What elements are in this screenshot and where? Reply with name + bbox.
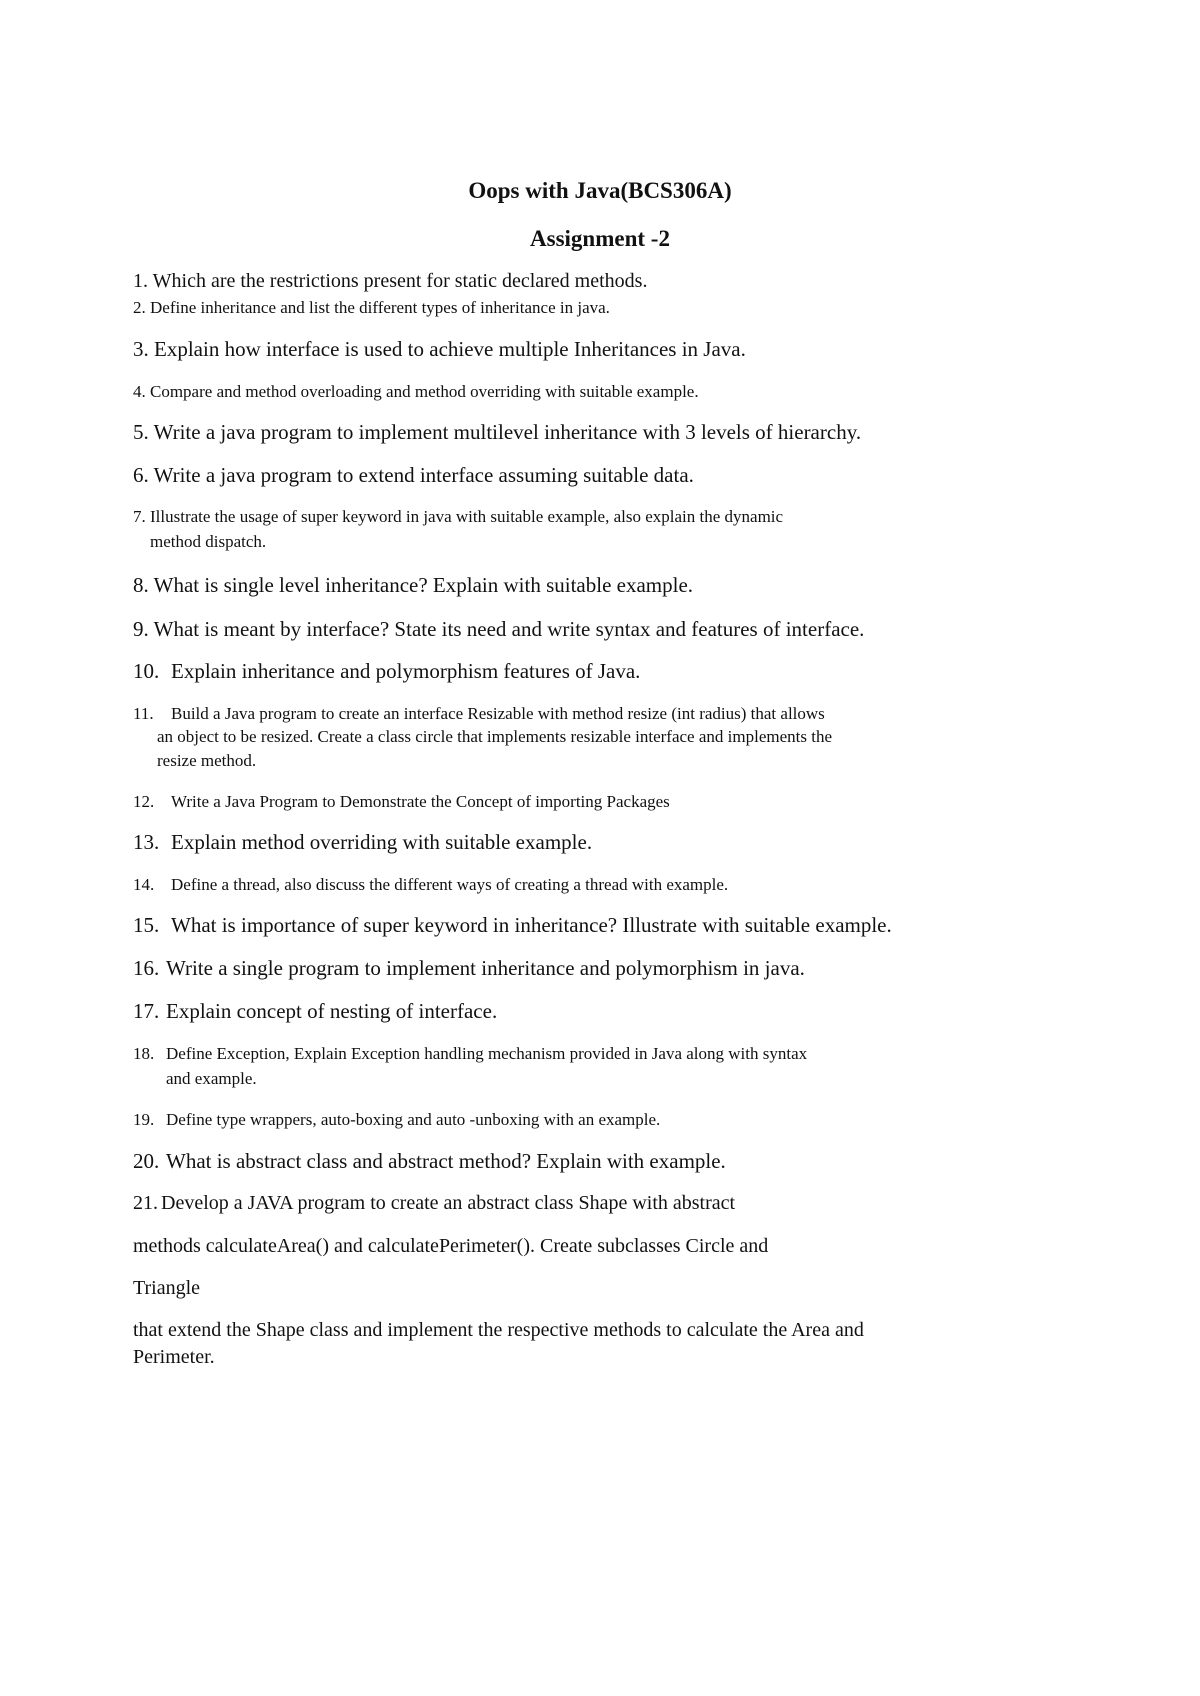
question-item — [133, 997, 497, 1025]
question-item — [133, 268, 647, 295]
question-number: 13. — [133, 830, 160, 854]
question-item — [133, 418, 861, 446]
question-item — [133, 872, 728, 898]
question-number: 4. — [133, 382, 146, 401]
question-number: 16. — [133, 956, 160, 980]
question-text-continuation: an object to be resized. Create a class circle that implements resizable interface and implements the — [157, 727, 832, 746]
question-text: Define inheritance and list the different types of inheritance in java. — [150, 298, 610, 317]
question-number: 20. — [133, 1149, 160, 1173]
assignment-title: Assignment -2 — [530, 226, 670, 251]
question-item — [133, 504, 783, 530]
question-item — [133, 657, 640, 685]
question-number: 3. — [133, 337, 149, 361]
question-item — [133, 911, 892, 939]
question-text: Explain how interface is used to achieve multiple Inheritances in Java. — [154, 337, 746, 361]
question-item — [133, 461, 694, 489]
question-text: Write a java program to implement multilevel inheritance with 3 levels of hierarchy. — [153, 420, 862, 444]
question-text: Write a single program to implement inheritance and polymorphism in java. — [166, 956, 805, 980]
question-number: 19. — [133, 1110, 155, 1129]
question-text: Develop a JAVA program to create an abstract class Shape with abstract — [161, 1192, 736, 1214]
question-number: 15. — [133, 913, 160, 937]
question-number: 2. — [133, 298, 146, 317]
question-text: Define type wrappers, auto-boxing and auto -unboxing with an example. — [166, 1110, 661, 1129]
question-number: 7. — [133, 507, 146, 526]
question-item — [133, 954, 805, 982]
question-text: What is abstract class and abstract method? Explain with example. — [166, 1149, 726, 1173]
course-title: Oops with Java(BCS306A) — [468, 178, 732, 203]
question-item — [133, 295, 610, 321]
question-text: What is meant by interface? State its need and write syntax and features of interface. — [153, 617, 865, 641]
question-item — [133, 335, 746, 363]
question-number: 11. — [133, 704, 154, 723]
question-text: Define a thread, also discuss the different ways of creating a thread with example. — [171, 875, 729, 894]
question-item — [133, 1190, 735, 1217]
question-text: What is importance of super keyword in inheritance? Illustrate with suitable example. — [171, 913, 892, 937]
question-text-continuation: that extend the Shape class and implement the respective methods to calculate the Area and — [133, 1319, 864, 1341]
question-text: Define Exception, Explain Exception handling mechanism provided in Java along with syntax — [166, 1044, 808, 1063]
question-item — [133, 789, 670, 815]
question-item — [133, 1107, 660, 1133]
question-text: Explain inheritance and polymorphism features of Java. — [171, 659, 641, 683]
question-item — [133, 379, 699, 405]
question-text: Build a Java program to create an interface Resizable with method resize (int radius) that allows — [171, 704, 825, 723]
question-item — [133, 571, 693, 599]
question-number: 6. — [133, 463, 149, 487]
question-text-continuation: methods calculateArea() and calculatePerimeter(). Create subclasses Circle and — [133, 1235, 769, 1257]
question-text: What is single level inheritance? Explain with suitable example. — [153, 573, 694, 597]
question-item — [133, 828, 592, 856]
question-item — [133, 615, 864, 643]
question-text: Explain method overriding with suitable example. — [171, 830, 593, 854]
question-number: 5. — [133, 420, 149, 444]
question-number: 17. — [133, 999, 160, 1023]
question-number: 21. — [133, 1192, 158, 1214]
question-number: 18. — [133, 1044, 155, 1063]
question-text-continuation: and example. — [166, 1069, 257, 1088]
question-item — [133, 1041, 807, 1067]
question-number: 14. — [133, 875, 155, 894]
question-text-continuation: Perimeter. — [133, 1346, 215, 1368]
question-number: 9. — [133, 617, 149, 641]
question-text: Explain concept of nesting of interface. — [166, 999, 498, 1023]
question-text-continuation: resize method. — [157, 751, 257, 770]
question-text: Illustrate the usage of super keyword in java with suitable example, also explain the dynamic — [150, 507, 784, 526]
question-text: Write a java program to extend interface assuming suitable data. — [153, 463, 694, 487]
question-text: Compare and method overloading and method overriding with suitable example. — [150, 382, 699, 401]
question-text-continuation: Triangle — [133, 1277, 201, 1299]
question-number: 12. — [133, 792, 155, 811]
question-item — [133, 1147, 726, 1175]
question-number: 10. — [133, 659, 160, 683]
question-text: Which are the restrictions present for static declared methods. — [152, 270, 648, 292]
question-number: 1. — [133, 270, 148, 292]
question-text: Write a Java Program to Demonstrate the Concept of importing Packages — [171, 792, 670, 811]
question-text-continuation: method dispatch. — [150, 532, 267, 551]
question-number: 8. — [133, 573, 149, 597]
